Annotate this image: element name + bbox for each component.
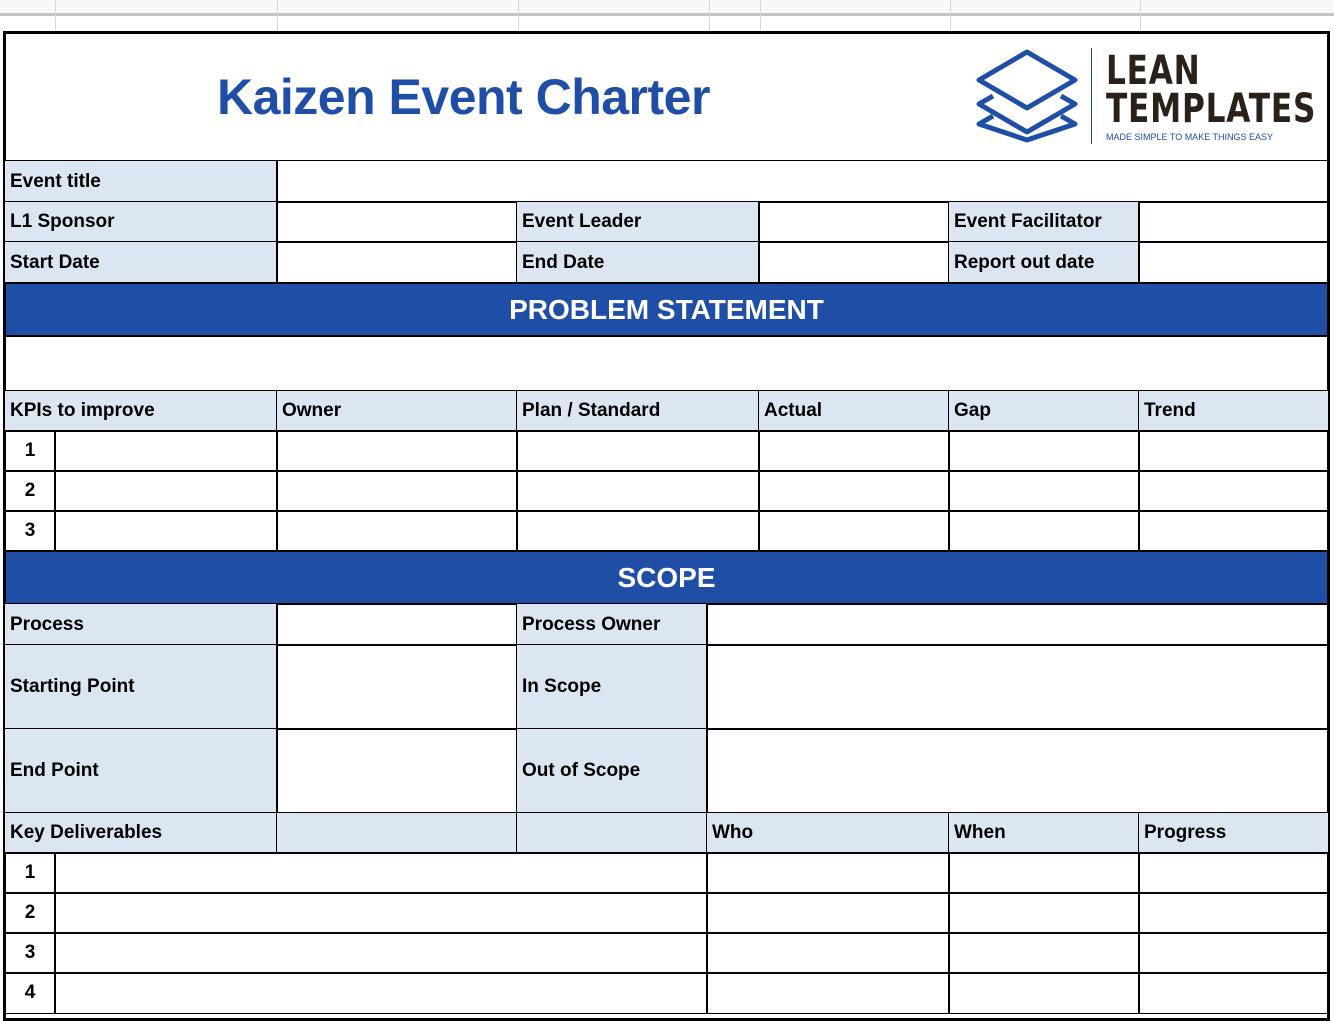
deliverables-header-blank [516,812,708,854]
logo-text-lean: LEAN [1106,48,1201,94]
kpi-header: Gap [948,390,1140,432]
label-end-date: End Date [516,241,760,284]
process-field[interactable] [276,603,518,646]
when-cell[interactable] [948,852,1140,894]
grid-line [277,0,278,32]
kpi-cell[interactable] [1138,430,1329,472]
logo-text-templates: TEMPLATES [1106,86,1317,132]
who-cell[interactable] [706,972,950,1014]
end-date-field[interactable] [758,241,950,284]
label-starting-point: Starting Point [4,644,278,730]
deliverables-header-blank [276,812,518,854]
page-title: Kaizen Event Charter [217,69,710,125]
kpi-cell[interactable] [948,510,1140,552]
label-key-deliverables: Key Deliverables [4,812,278,854]
problem-statement-field[interactable] [4,335,1329,392]
sponsor-field[interactable] [276,201,518,243]
stacked-layers-icon [975,46,1085,150]
label-leader: Event Leader [516,201,760,243]
progress-cell[interactable] [1138,972,1329,1014]
deliverable-cell[interactable] [54,892,708,934]
out-of-scope-field[interactable] [706,728,1329,814]
grid-line [1140,0,1141,32]
kpi-row-number: 1 [4,430,56,472]
kpi-row-number: 3 [4,510,56,552]
deliverable-cell[interactable] [54,852,708,894]
label-start-date: Start Date [4,241,278,284]
grid-line [518,0,519,32]
kpi-header: Owner [276,390,518,432]
who-cell[interactable] [706,892,950,934]
kpi-name-cell[interactable] [54,430,278,472]
when-cell[interactable] [948,972,1140,1014]
label-progress: Progress [1138,812,1329,854]
kpi-cell[interactable] [276,510,518,552]
grid-line [950,0,951,32]
kpi-cell[interactable] [758,430,950,472]
kpi-cell[interactable] [516,430,760,472]
kpi-header: KPIs to improve [4,390,278,432]
label-event-title: Event title [4,160,278,203]
label-report-out-date: Report out date [948,241,1140,284]
logo-divider [1091,48,1092,144]
when-cell[interactable] [948,932,1140,974]
progress-cell[interactable] [1138,892,1329,934]
label-in-scope: In Scope [516,644,708,730]
kpi-cell[interactable] [1138,510,1329,552]
who-cell[interactable] [706,852,950,894]
in-scope-field[interactable] [706,644,1329,730]
when-cell[interactable] [948,892,1140,934]
starting-point-field[interactable] [276,644,518,730]
kpi-cell[interactable] [948,470,1140,512]
deliverable-row-number: 2 [4,892,56,934]
kpi-cell[interactable] [516,470,760,512]
label-end-point: End Point [4,728,278,814]
progress-cell[interactable] [1138,852,1329,894]
end-point-field[interactable] [276,728,518,814]
label-when: When [948,812,1140,854]
kpi-cell[interactable] [758,510,950,552]
deliverable-row-number: 1 [4,852,56,894]
kpi-cell[interactable] [948,430,1140,472]
grid-line [55,0,56,32]
kpi-header: Trend [1138,390,1329,432]
kpi-header: Actual [758,390,950,432]
grid-line [760,0,761,32]
problem-statement-heading: PROBLEM STATEMENT [4,282,1329,337]
label-who: Who [706,812,950,854]
kpi-cell[interactable] [516,510,760,552]
facilitator-field[interactable] [1138,201,1329,243]
kpi-cell[interactable] [276,430,518,472]
kpi-name-cell[interactable] [54,470,278,512]
start-date-field[interactable] [276,241,518,284]
process-owner-field[interactable] [706,603,1329,646]
spreadsheet-column-header [0,0,1334,16]
leader-field[interactable] [758,201,950,243]
who-cell[interactable] [706,932,950,974]
label-facilitator: Event Facilitator [948,201,1140,243]
label-process-owner: Process Owner [516,603,708,646]
deliverable-cell[interactable] [54,972,708,1014]
kpi-header: Plan / Standard [516,390,760,432]
kpi-row-number: 2 [4,470,56,512]
label-sponsor: L1 Sponsor [4,201,278,243]
kpi-cell[interactable] [276,470,518,512]
deliverable-cell[interactable] [54,932,708,974]
deliverable-row-number: 3 [4,932,56,974]
kpi-cell[interactable] [1138,470,1329,512]
kpi-name-cell[interactable] [54,510,278,552]
label-out-of-scope: Out of Scope [516,728,708,814]
kpi-cell[interactable] [758,470,950,512]
scope-heading: SCOPE [4,550,1329,605]
progress-cell[interactable] [1138,932,1329,974]
deliverable-row-number: 4 [4,972,56,1014]
event-title-field[interactable] [276,160,1329,203]
report-out-date-field[interactable] [1138,241,1329,284]
label-process: Process [4,603,278,646]
logo-tagline: MADE SIMPLE TO MAKE THINGS EASY [1106,132,1274,142]
grid-line [709,0,710,32]
